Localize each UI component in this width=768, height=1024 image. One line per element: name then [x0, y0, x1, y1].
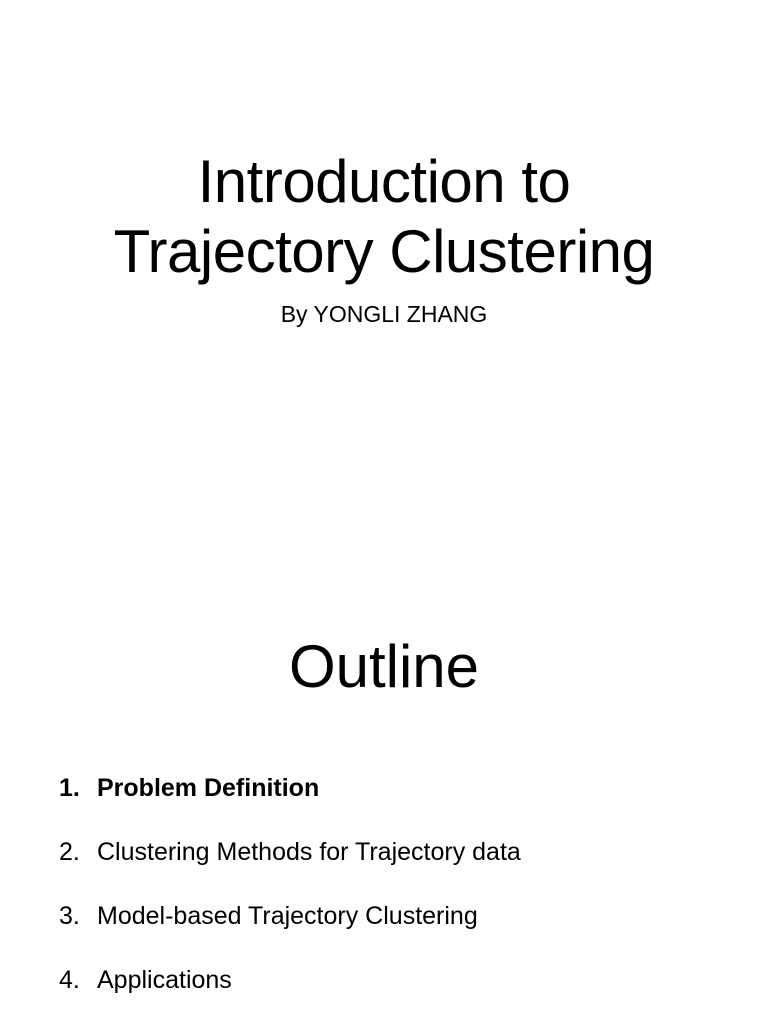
- slide-title-line-1: Introduction to: [197, 148, 571, 215]
- outline-item-number: 2.: [59, 838, 80, 866]
- outline-item-label: Clustering Methods for Trajectory data: [97, 838, 521, 866]
- outline-item-label: Problem Definition: [97, 774, 320, 802]
- outline-item-clustering-methods: [59, 832, 709, 896]
- outline-item-number: 4.: [59, 966, 80, 994]
- outline-item-problem-definition: [59, 768, 709, 832]
- outline-item-number: 3.: [59, 902, 80, 930]
- author-byline: By YONGLI ZHANG: [280, 301, 488, 327]
- outline-item-label: Applications: [97, 966, 232, 994]
- slide-title-line-2: Trajectory Clustering: [113, 218, 655, 285]
- outline-list: [59, 768, 709, 1024]
- outline-item-number: 1.: [59, 774, 80, 802]
- outline-item-model-based-clustering: [59, 896, 709, 960]
- outline-item-label: Model-based Trajectory Clustering: [97, 902, 478, 930]
- outline-heading: Outline: [288, 633, 480, 700]
- outline-slide: [0, 512, 768, 1024]
- outline-item-applications: [59, 960, 709, 1024]
